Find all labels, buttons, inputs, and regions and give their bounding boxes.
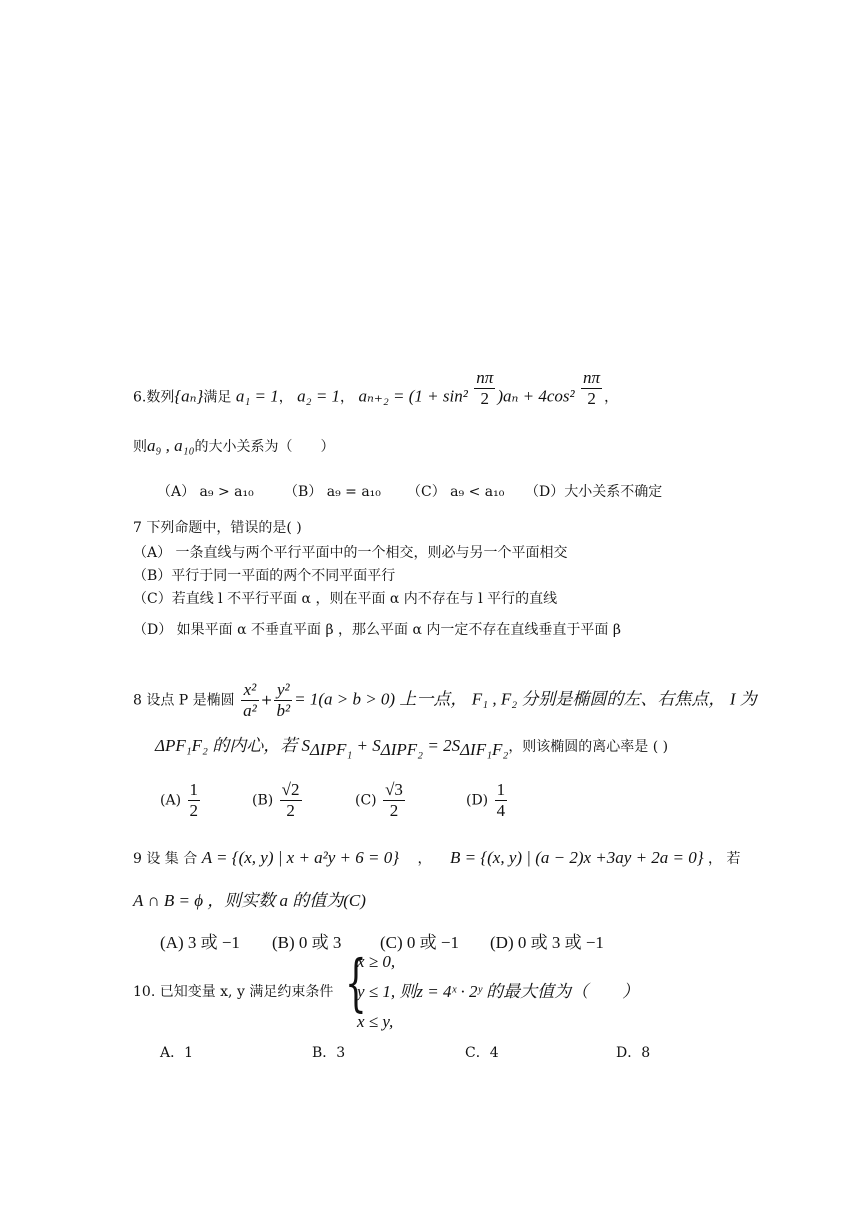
q6-vars: a₉ , a₁₀ — [147, 436, 195, 455]
q6-recurrence-left: aₙ₊₂ = (1 + sin² — [358, 386, 468, 406]
q8-fraction-y: $\frac{\text{y²}}{\text{b²}}$ — [276, 680, 291, 720]
q9-option-c: (C) 0 或 −1 — [380, 933, 459, 952]
q7-option-b: （B）平行于同一平面的两个不同平面平行 — [133, 568, 396, 584]
q6-option-d: （D）大小关系不确定 — [525, 484, 663, 500]
q6-option-c: （C） a₉ < a₁₀ — [407, 484, 505, 500]
q10-option-d: D．8 — [616, 1045, 651, 1061]
q6-recurrence-mid: )aₙ + 4cos² — [497, 386, 575, 406]
q7-stem: 7 下列命题中，错误的是( ) — [133, 520, 302, 536]
q6-option-b: （B） a₉ = a₁₀ — [284, 484, 381, 500]
q6-stem: 6.数列{aₙ}满足 a₁ = 1， a₂ = 1， aₙ₊₂ = (1 + sin² $\frac{n\pi}{2}$ )aₙ + 4cos² $\frac{n\pi}{2}$ ， — [133, 368, 619, 408]
q6-a2: a₂ = 1 — [297, 386, 341, 406]
q8-stem: 8 设点 P 是椭圆 $\frac{\text{x²}}{\text{a²}}$ + $\frac{\text{y²}}{\text{b²}}$ = 1(a > b > 0) 上一点， F₁ , F₂ 分别是椭圆的左、右焦点， I 为 — [133, 680, 757, 720]
q8-option-a: (A) $\frac{1}{2}$ — [160, 780, 198, 820]
q9-line2: A ∩ B = ϕ ，则实数 a 的值为(C) — [133, 891, 366, 910]
q8-option-b: (B) $\frac{√2}{2}$ — [252, 780, 300, 820]
q6-a1: a₁ = 1 — [235, 386, 279, 406]
q8-line2: ΔPF₁F₂ 的内心，若 $S_{\Delta IPF_1} + S_{\Delta IPF_2} = 2S_{\Delta IF_1F_2}$，则该椭圆的离心率是 ( ) — [155, 736, 669, 759]
q6-label: 6.数列 — [133, 389, 175, 406]
q10-constraint-3: x ≤ y, — [357, 1012, 394, 1031]
q6-fraction-1: $\frac{n\pi}{2}$ — [476, 368, 494, 408]
q10-constraint-2: y ≤ 1, 则z = 4ˣ · 2ʸ 的最大值为（ ） — [357, 982, 640, 1001]
q6-option-a: （A） a₉ > a₁₀ — [157, 484, 254, 500]
q6-line2: 则a₉ , a₁₀的大小关系为（ ） — [133, 436, 335, 455]
q8-option-d: (D) $\frac{1}{4}$ — [466, 780, 506, 820]
q10-constraint-brace: { — [345, 946, 367, 1019]
q6-fraction-2: $\frac{n\pi}{2}$ — [583, 368, 601, 408]
q9-stem: 9 设 集 合 A = {(x, y) | x + a²y + 6 = 0} ， B = {(x, y) | (a − 2)x +3ay + 2a = 0} ， 若 — [133, 848, 741, 867]
q7-option-c: （C）若直线 l 不平行平面 α ，则在平面 α 内不存在与 l 平行的直线 — [133, 591, 558, 607]
q10-option-c: C．4 — [465, 1045, 499, 1061]
q8-fraction-x: $\frac{\text{x²}}{\text{a²}}$ — [243, 680, 257, 720]
q7-option-a: （A） 一条直线与两个平行平面中的一个相交，则必与另一个平面相交 — [133, 545, 568, 561]
q7-option-d: （D） 如果平面 α 不垂直平面 β ，那么平面 α 内一定不存在直线垂直于平面 β — [133, 622, 621, 638]
q9-option-b: (B) 0 或 3 — [272, 933, 342, 952]
q10-option-b: B．3 — [312, 1045, 346, 1061]
q10-stem: 10. 已知变量 x, y 满足约束条件 — [133, 984, 334, 1000]
q9-set-b: B = {(x, y) | (a − 2)x +3ay + 2a = 0} — [449, 848, 704, 867]
q6-sequence: {aₙ} — [174, 386, 204, 406]
q9-option-d: (D) 0 或 3 或 −1 — [490, 933, 604, 952]
q10-constraint-1: x ≥ 0, — [357, 952, 396, 971]
q8-option-c: (C) $\frac{√3}{2}$ — [355, 780, 403, 820]
q9-set-a: A = {(x, y) | x + a²y + 6 = 0} — [201, 848, 400, 867]
q10-option-a: A．1 — [160, 1045, 194, 1061]
q9-option-a: (A) 3 或 −1 — [160, 933, 240, 952]
